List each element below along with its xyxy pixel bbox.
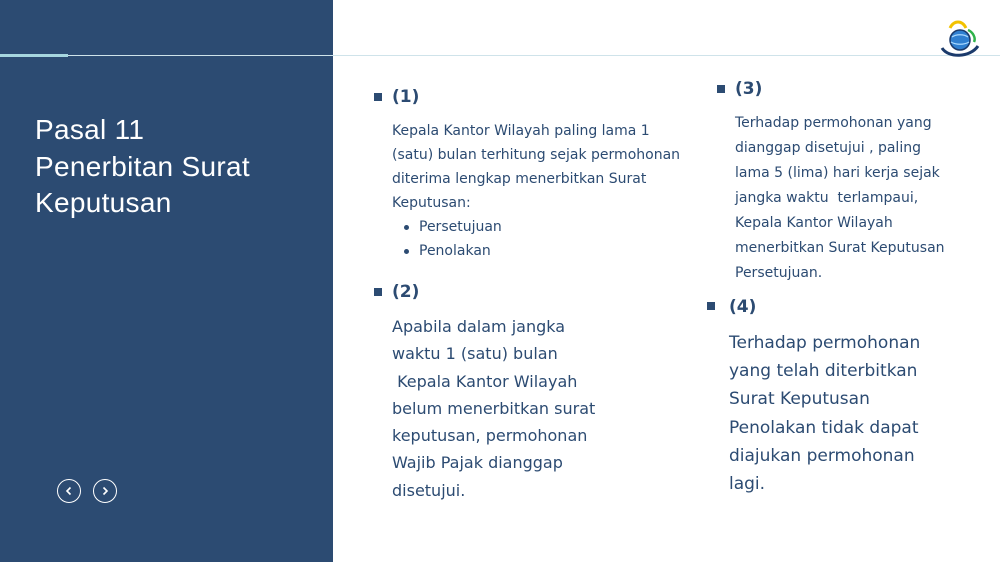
- body-line: diterima lengkap menerbitkan Surat: [392, 171, 647, 187]
- header-divider: [0, 55, 1000, 56]
- section-body: [392, 313, 596, 504]
- body-line: Kepala Kantor Wilayah paling lama 1: [392, 123, 650, 139]
- list-item: Penolakan: [419, 239, 677, 263]
- sidebar-panel: [0, 0, 333, 562]
- body-line: Penolakan tidak dapat: [729, 417, 919, 438]
- section-body: [392, 119, 681, 263]
- section-bullet: [374, 288, 382, 296]
- body-line: Keputusan:: [392, 195, 471, 211]
- body-line: Apabila dalam jangka: [392, 317, 566, 336]
- title-line: Keputusan: [35, 187, 172, 218]
- body-line: Surat Keputusan: [729, 389, 870, 410]
- section-body: [735, 111, 965, 286]
- section-bullet: [707, 302, 715, 310]
- section-heading: (4): [729, 297, 757, 317]
- section-bullet: [717, 85, 725, 93]
- body-line: belum menerbitkan surat: [392, 398, 596, 418]
- prev-slide-button[interactable]: [57, 479, 81, 503]
- agency-globe-logo-icon: [938, 18, 980, 58]
- body-line: yang telah diterbitkan: [729, 361, 918, 382]
- decision-list: [392, 215, 677, 263]
- section-heading: (1): [392, 87, 420, 107]
- body-line: lama 5 (lima) hari kerja sejak: [735, 165, 940, 181]
- section-bullet: [374, 93, 382, 101]
- body-line: jangka waktu terlampaui,: [735, 190, 919, 206]
- body-line: disetujui.: [392, 480, 466, 500]
- title-line: Penerbitan Surat: [35, 150, 250, 182]
- body-line: keputusan, permohonan: [392, 426, 588, 446]
- body-line: Terhadap permohonan: [729, 333, 921, 353]
- section-heading: (2): [392, 282, 420, 302]
- section-heading: (3): [735, 79, 763, 99]
- chevron-right-icon: [100, 486, 110, 496]
- body-line: waktu 1 (satu) bulan: [392, 344, 558, 364]
- section-body: [729, 329, 929, 498]
- next-slide-button[interactable]: [93, 479, 117, 503]
- body-line: Persetujuan.: [735, 265, 823, 281]
- body-line: Terhadap permohonan yang: [735, 115, 932, 131]
- page-title: [35, 112, 325, 222]
- body-line: Kepala Kantor Wilayah: [735, 215, 893, 231]
- list-item: Persetujuan: [419, 215, 677, 239]
- body-line: Kepala Kantor Wilayah: [392, 371, 578, 391]
- accent-bar: [0, 54, 68, 57]
- body-line: dianggap disetujui , paling: [735, 140, 921, 156]
- body-line: lagi.: [729, 474, 766, 495]
- body-line: Wajib Pajak dianggap: [392, 453, 563, 473]
- body-line: (satu) bulan terhitung sejak permohonan: [392, 147, 681, 163]
- body-line: diajukan permohonan: [729, 445, 915, 466]
- chevron-left-icon: [64, 486, 74, 496]
- title-line: Pasal 11: [35, 114, 145, 145]
- body-line: menerbitkan Surat Keputusan: [735, 240, 945, 256]
